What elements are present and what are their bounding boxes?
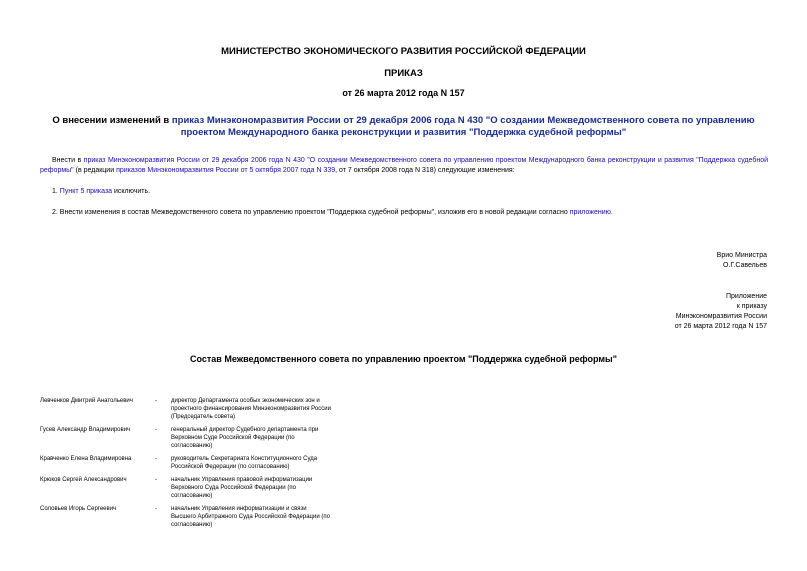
signature-name: О.Г.Савельев xyxy=(723,262,767,269)
member-position: начальник Управления информатизации и связи Высшего Арбитражного Суда Российской Федерации (по согласованию) xyxy=(171,506,330,528)
member-row xyxy=(40,426,340,450)
appendix-line-2: к приказу xyxy=(736,303,767,310)
member-position: руководитель Секретариата Конституционного Суда Российской Федерации (по согласованию) xyxy=(171,456,318,470)
appendix-block xyxy=(675,292,767,332)
p3-text: 2. Внести изменения в состав Межведомственного совета по управлению проектом "Поддержка судебной реформы", изложив его в новой редакции согласно xyxy=(52,209,570,216)
p1-mid2: , от 7 октября 2008 года N 318) следующие изменения: xyxy=(335,167,515,174)
appendix-line-1: Приложение xyxy=(725,293,767,300)
p1-prefix: Внести в xyxy=(52,157,84,164)
doc-date-number: от 26 марта 2012 года N 157 xyxy=(342,88,465,98)
p2-num: 1. xyxy=(52,188,60,195)
composition-title: Состав Межведомственного совета по управлению проектом "Поддержка судебной реформы" xyxy=(190,354,617,364)
member-row xyxy=(40,455,340,471)
signature-block xyxy=(717,251,767,271)
member-row xyxy=(40,505,340,529)
p1-amendments-link[interactable]: приказов Минэкономразвития России от 5 октября 2007 года N 339 xyxy=(116,167,336,174)
ministry-heading: МИНИСТЕРСТВО ЭКОНОМИЧЕСКОГО РАЗВИТИЯ РОССИЙСКОЙ ФЕДЕРАЦИИ xyxy=(221,46,586,57)
paragraph-item-1 xyxy=(52,187,768,197)
member-name: Крюков Сергей Александрович xyxy=(40,477,127,483)
paragraph-item-2 xyxy=(52,208,768,218)
member-dash: - xyxy=(155,506,157,512)
member-name: Гусев Александр Владимирович xyxy=(40,427,131,433)
member-row xyxy=(40,397,340,421)
member-dash: - xyxy=(155,398,157,404)
member-name: Соловьев Игорь Сергеевич xyxy=(40,506,117,512)
title-prefix: О внесении изменений в xyxy=(52,115,172,126)
signature-position: Врио Министра xyxy=(716,252,767,259)
member-position: директор Департамента особых экономических зон и проектного финансирования Минэкономразвития России (Председатель совета) xyxy=(171,398,331,420)
member-dash: - xyxy=(155,427,157,433)
p2-rest: исключить. xyxy=(112,188,151,195)
appendix-line-4: от 26 марта 2012 года N 157 xyxy=(674,323,767,330)
member-name: Левченков Дмитрий Анатольевич xyxy=(40,398,133,404)
member-name: Кравченко Елена Владимировна xyxy=(40,456,132,462)
member-position: генеральный директор Судебного департамента при Верховном Суде Российской Федерации (по согласованию) xyxy=(171,427,319,449)
p1-order-link[interactable]: приказ Минэкономразвития России от 29 декабря 2006 года N 430 "О создании Межведомственного совета по управлению проектом Международного банка реконструкции и развития "Поддержка судебной реформы" xyxy=(40,157,768,174)
member-dash: - xyxy=(155,477,157,483)
title-order-link[interactable]: приказ Минэкономразвития России от 29 декабря 2006 года N 430 "О создании Межведомственного совета по управлению проектом Международного банка реконструкции и развития "Поддержка судебной реформы" xyxy=(171,115,755,138)
member-row xyxy=(40,476,340,500)
p3-end: . xyxy=(610,209,613,216)
paragraph-intro xyxy=(40,156,768,176)
document-title xyxy=(40,115,767,139)
member-position: начальник Управления правовой информатизации Верховного Суда Российской Федерации (по согласованию) xyxy=(171,477,313,499)
appendix-line-3: Минэкономразвития России xyxy=(675,313,767,320)
member-dash: - xyxy=(155,456,157,462)
members-list xyxy=(40,397,340,534)
p1-mid1: (в редакции xyxy=(73,167,117,174)
doc-type-heading: ПРИКАЗ xyxy=(384,68,423,79)
p2-clause-link[interactable]: Пункт 5 приказа xyxy=(59,188,113,195)
p3-appendix-link[interactable]: приложению xyxy=(569,209,611,216)
